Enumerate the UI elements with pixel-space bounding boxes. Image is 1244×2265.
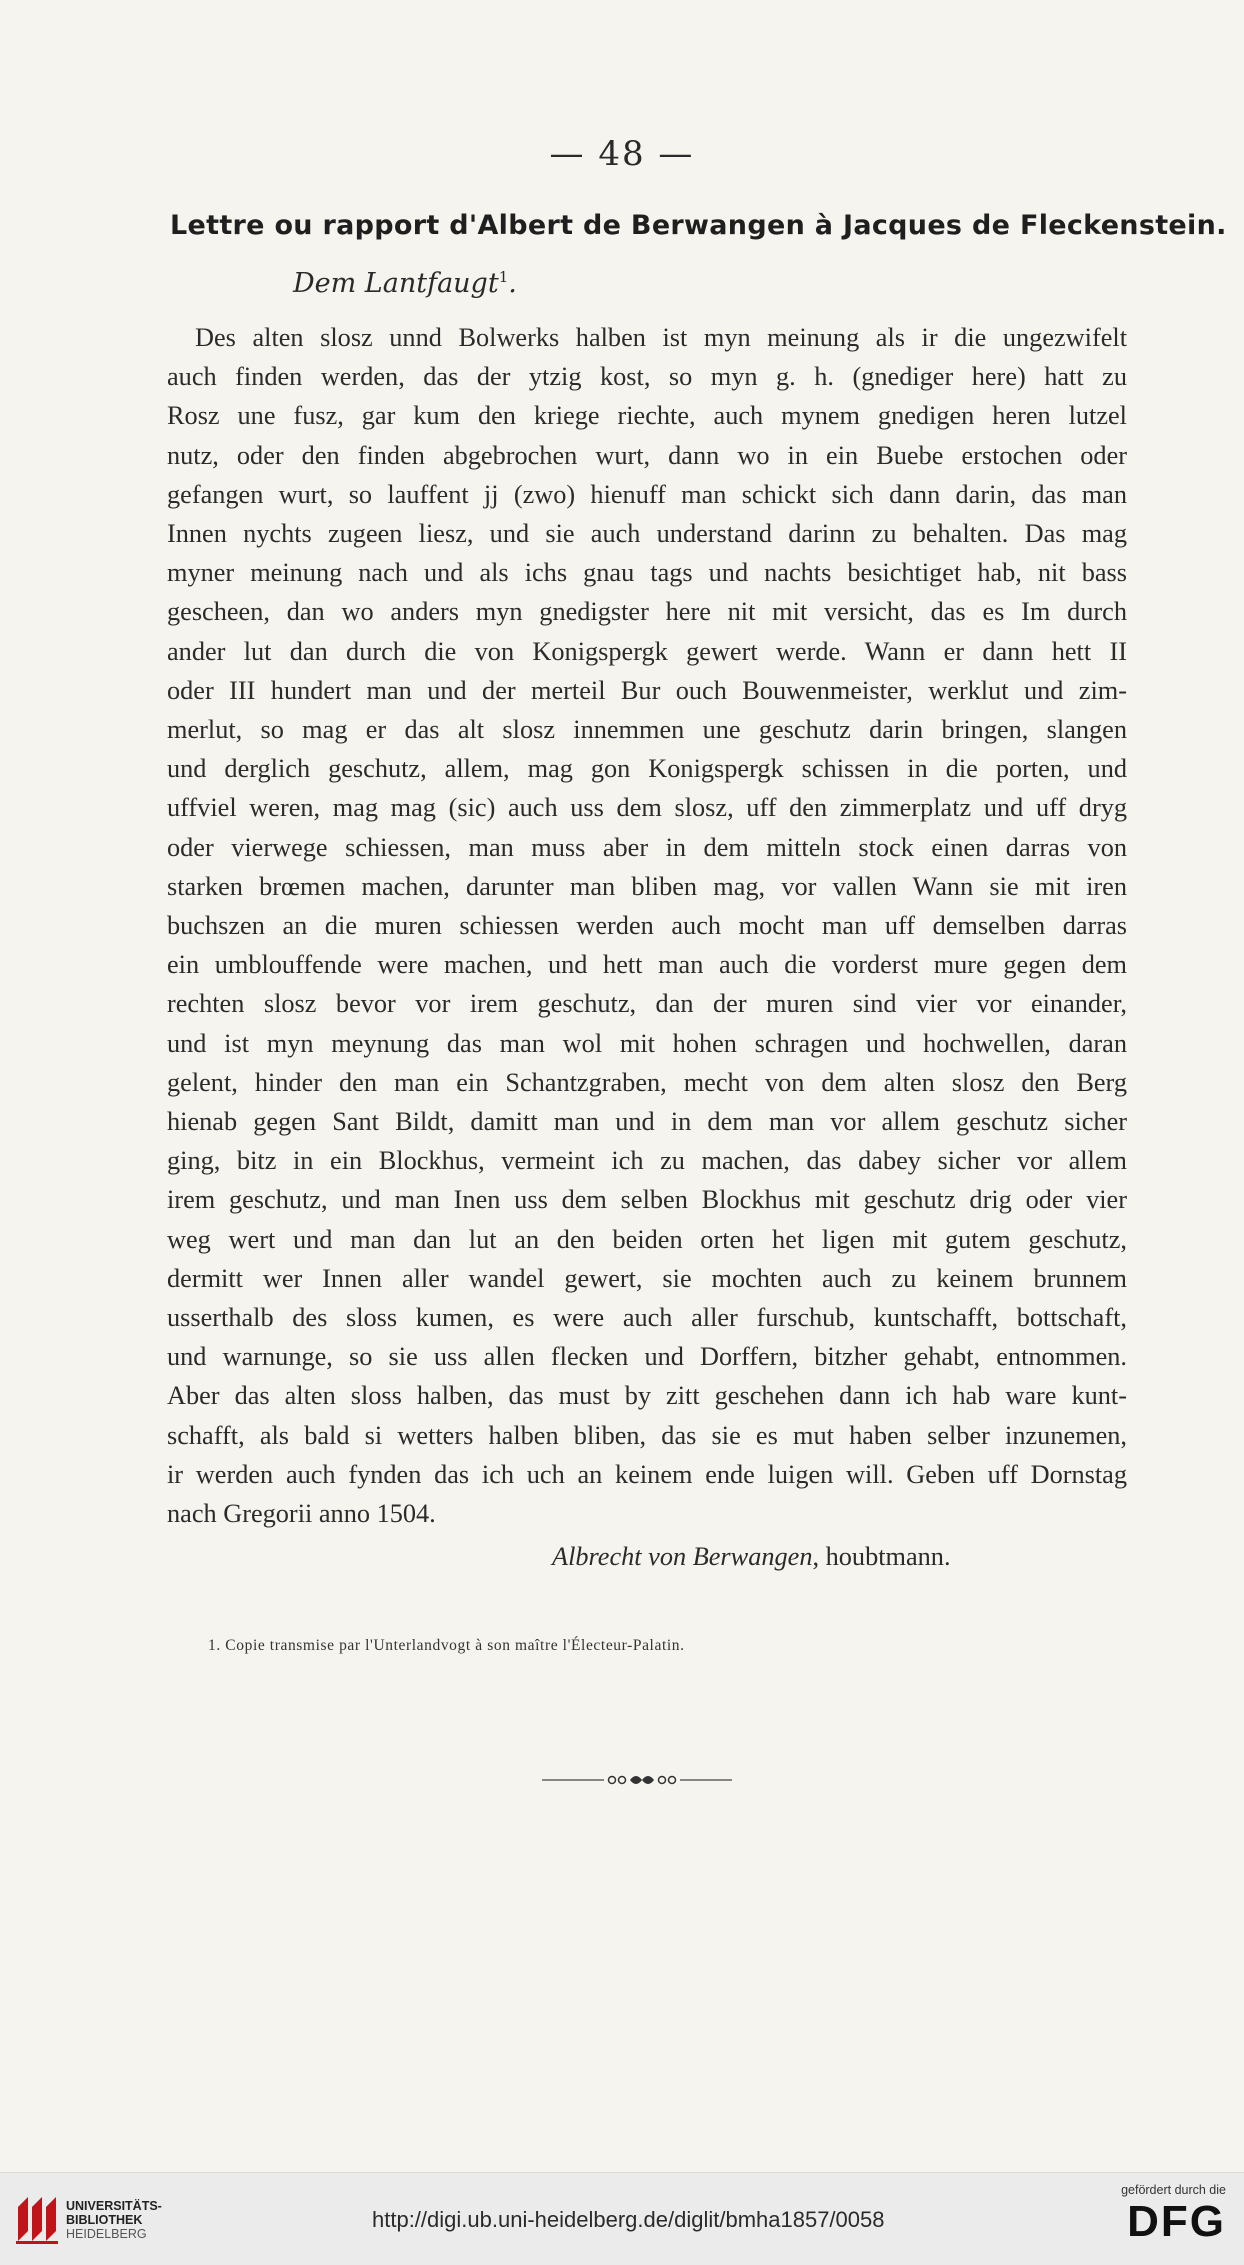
addressee-punctuation: .	[508, 268, 517, 299]
library-name-line-3: HEIDELBERG	[66, 2227, 147, 2241]
body-line: weg wert und man dan lut an den beiden orten het ligen mit gutem geschutz,	[167, 1224, 1127, 1254]
body-line: uffviel weren, mag mag (sic) auch uss dem slosz, uff den zimmerplatz und uff dryg	[167, 793, 1127, 823]
body-line: oder III hundert man und der merteil Bur ouch Bouwenmeister, werklut und zim-	[167, 675, 1127, 705]
body-line: Rosz une fusz, gar kum den kriege riechte, auch mynem gnedigen heren lutzel	[167, 401, 1127, 431]
letter-body	[167, 318, 1127, 1533]
body-line: myner meinung nach und als ichs gnau tags und nachts besichtiget hab, nit bass	[167, 558, 1127, 588]
body-line: schafft, als bald si wetters halben bliben, das sie es mut haben selber inzunemen,	[167, 1420, 1127, 1450]
body-line: und derglich geschutz, allem, mag gon Konigspergk schissen in die porten, und	[167, 754, 1127, 784]
body-line: gefangen wurt, so lauffent jj (zwo) hienuff man schickt sich dann darin, das man	[167, 479, 1127, 509]
library-name-line-2: BIBLIOTHEK	[66, 2213, 143, 2227]
body-line: gescheen, dan wo anders myn gnedigster here nit mit versicht, das es Im durch	[167, 597, 1127, 627]
letter-signature	[552, 1542, 951, 1572]
university-library-logo-icon[interactable]	[14, 2193, 58, 2245]
body-line: ging, bitz in ein Blockhus, vermeint ich zu machen, das dabey sicher vor allem	[167, 1146, 1127, 1176]
body-line: und ist myn meynung das man wol mit hohen schragen und hochwellen, daran	[167, 1028, 1127, 1058]
body-line: starken brœmen machen, darunter man bliben mag, vor vallen Wann sie mit iren	[167, 871, 1127, 901]
footnote-marker[interactable]: 1	[498, 268, 509, 286]
signature-name: Albrecht von Berwangen	[552, 1542, 813, 1571]
body-line: dermitt wer Innen aller wandel gewert, sie mochten auch zu keinem brunnem	[167, 1263, 1127, 1293]
body-line: ander lut dan durch die von Konigspergk gewert werde. Wann er dann hett II	[167, 636, 1127, 666]
viewer-footer	[0, 2172, 1244, 2265]
footnote: 1. Copie transmise par l'Unterlandvogt à son maître l'Électeur-Palatin.	[208, 1637, 685, 1654]
body-line: rechten slosz bevor vor irem geschutz, dan der muren sind vier vor einander,	[167, 989, 1127, 1019]
page-number: — 48 —	[549, 134, 695, 174]
sponsor-block[interactable]	[1096, 2183, 1226, 2247]
university-library-name[interactable]	[66, 2199, 162, 2241]
ornament-divider-icon	[542, 1770, 732, 1790]
body-line: auch finden werden, das der ytzig kost, so myn g. h. (gnediger here) hatt zu	[167, 362, 1127, 392]
letter-title: Lettre ou rapport d'Albert de Berwangen à Jacques de Fleckenstein.	[170, 210, 1227, 241]
body-line: und warnunge, so sie uss allen flecken und Dorffern, bitzher gehabt, entnommen.	[167, 1342, 1127, 1372]
body-line: Innen nychts zugeen liesz, und sie auch understand darinn zu behalten. Das mag	[167, 519, 1127, 549]
body-line: merlut, so mag er das alt slosz innemmen une geschutz darin bringen, slangen	[167, 715, 1127, 745]
body-line: hienab gegen Sant Bildt, damitt man und in dem man vor allem geschutz sicher	[167, 1107, 1127, 1137]
library-name-line-1: UNIVERSITÄTS-	[66, 2199, 162, 2213]
body-line: Aber das alten sloss halben, das must by zitt geschehen dann ich hab ware kunt-	[167, 1381, 1127, 1411]
letter-addressee	[293, 268, 517, 299]
body-line: gelent, hinder den man ein Schantzgraben, mecht von dem alten slosz den Berg	[167, 1067, 1127, 1097]
body-line: nach Gregorii anno 1504.	[167, 1499, 436, 1529]
signature-title: , houbtmann.	[812, 1542, 951, 1571]
body-line: ein umblouffende were machen, und hett man auch die vorderst mure gegen dem	[167, 950, 1127, 980]
body-line: oder vierwege schiessen, man muss aber in dem mitteln stock einen darras von	[167, 832, 1127, 862]
body-line: Des alten slosz unnd Bolwerks halben ist myn meinung als ir die ungezwifelt	[195, 323, 1127, 352]
sponsor-caption: gefördert durch die	[1121, 2183, 1226, 2197]
body-line: irem geschutz, und man Inen uss dem selben Blockhus mit geschutz drig oder vier	[167, 1185, 1127, 1215]
permalink-url[interactable]: http://digi.ub.uni-heidelberg.de/diglit/bmha1857/0058	[372, 2207, 885, 2232]
addressee-text: Dem Lantfaugt	[293, 268, 499, 299]
body-line: ir werden auch fynden das ich uch an keinem ende luigen will. Geben uff Dornstag	[167, 1459, 1127, 1489]
body-line: buchszen an die muren schiessen werden auch mocht man uff demselben darras	[167, 911, 1127, 941]
body-line: nutz, oder den finden abgebrochen wurt, dann wo in ein Buebe erstochen oder	[167, 440, 1127, 470]
body-line: usserthalb des sloss kumen, es were auch aller furschub, kuntschafft, bottschaft,	[167, 1303, 1127, 1333]
dfg-logo-icon: DFG	[1127, 2197, 1226, 2246]
